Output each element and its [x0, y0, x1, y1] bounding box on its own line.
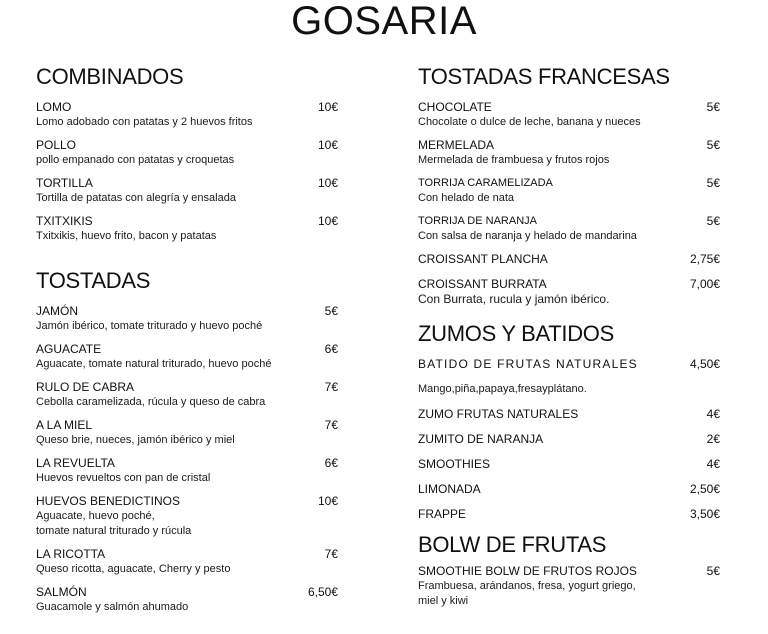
item-price: 10€ [317, 214, 338, 228]
item-price: 5€ [324, 304, 338, 318]
item-desc: pollo empanado con patatas y croquetas [36, 154, 235, 166]
item-price: 5€ [706, 100, 720, 114]
item-name: LIMONADA [418, 482, 481, 496]
item-name: SALMÓN [36, 585, 87, 599]
menu-item [418, 482, 720, 497]
item-price: 2€ [706, 432, 720, 446]
item-desc: Queso ricotta, aguacate, Cherry y pesto [36, 563, 231, 575]
item-name: BATIDO DE FRUTAS NATURALES [418, 357, 638, 371]
item-desc-line2: tomate natural triturado y rúcula [36, 525, 192, 537]
item-desc: Chocolate o dulce de leche, banana y nueces [418, 116, 641, 128]
menu-item [418, 457, 720, 472]
item-desc: Mermelada de frambuesa y frutos rojos [418, 154, 610, 166]
menu-item [36, 380, 338, 410]
right-column [418, 64, 720, 617]
item-desc: Queso brie, nueces, jamón ibérico y miel [36, 434, 235, 446]
item-price: 7,00€ [689, 277, 720, 291]
item-price: 3,50€ [689, 507, 720, 521]
item-name: MERMELADA [418, 138, 495, 152]
section-title-tostadas: TOSTADAS [36, 268, 151, 293]
item-price: 5€ [706, 214, 720, 228]
menu-item [36, 100, 338, 130]
item-desc: Jamón ibérico, tomate triturado y huevo poché [36, 320, 263, 332]
section-title-zumos-y-batidos: ZUMOS Y BATIDOS [418, 321, 614, 346]
item-name: JAMÓN [36, 304, 78, 318]
item-price: 6,50€ [307, 585, 338, 599]
item-price: 6€ [324, 456, 338, 470]
item-price: 4,50€ [689, 357, 720, 371]
item-name: SMOOTHIES [418, 457, 491, 471]
item-price: 5€ [706, 564, 720, 578]
item-desc: Guacamole y salmón ahumado [36, 601, 189, 613]
menu-item [36, 494, 338, 539]
menu-item [36, 342, 338, 372]
item-price: 7€ [324, 547, 338, 561]
item-desc: Con helado de nata [418, 192, 515, 204]
section-title-tostadas-francesas: TOSTADAS FRANCESAS [418, 64, 670, 89]
section-title-bolw-de-frutas: BOLW DE FRUTAS [418, 532, 607, 557]
item-desc: Tortilla de patatas con alegría y ensalada [36, 192, 236, 204]
menu-item [418, 407, 720, 422]
menu-item [418, 138, 720, 168]
item-desc: Con Burrata, rucula y jamón ibérico. [418, 292, 610, 306]
item-name: CHOCOLATE [418, 100, 492, 114]
item-desc-line2: miel y kiwi [418, 595, 469, 607]
menu-item [418, 277, 720, 307]
item-desc: Cebolla caramelizada, rúcula y queso de cabra [36, 396, 266, 408]
item-desc: Huevos revueltos con pan de cristal [36, 472, 211, 484]
menu-item [36, 176, 338, 206]
item-name: FRAPPE [418, 507, 467, 521]
item-price: 2,50€ [689, 482, 720, 496]
menu-item [36, 304, 338, 334]
menu-item [418, 357, 720, 397]
menu-item [418, 507, 720, 522]
item-name: LOMO [36, 100, 72, 114]
item-name: TORRIJA CARAMELIZADA [418, 177, 553, 189]
item-price: 7€ [324, 380, 338, 394]
item-name: RULO DE CABRA [36, 380, 135, 394]
item-price: 10€ [317, 138, 338, 152]
item-name: LA REVUELTA [36, 456, 115, 470]
menu-item [36, 138, 338, 168]
item-desc: Mango,piña,papaya,fresayplátano. [418, 383, 587, 395]
item-desc: Aguacate, huevo poché, [36, 510, 155, 522]
item-desc: Frambuesa, arándanos, fresa, yogurt griego, [418, 580, 636, 592]
item-desc: Con salsa de naranja y helado de mandarina [418, 230, 637, 242]
menu-item [418, 100, 720, 130]
menu-item [36, 585, 338, 615]
item-name: POLLO [36, 138, 77, 152]
left-column [36, 64, 338, 623]
item-price: 5€ [706, 138, 720, 152]
item-name: ZUMO FRUTAS NATURALES [418, 407, 579, 421]
item-price: 2,75€ [689, 252, 720, 266]
item-price: 4€ [706, 407, 720, 421]
item-name: ZUMITO DE NARANJA [418, 432, 544, 446]
item-desc: Txitxikis, huevo frito, bacon y patatas [36, 230, 217, 242]
item-name: TORRIJA DE NARANJA [418, 215, 537, 227]
menu-item [36, 418, 338, 448]
item-price: 10€ [317, 494, 338, 508]
item-name: TORTILLA [36, 176, 93, 190]
item-name: AGUACATE [36, 342, 102, 356]
item-name: A LA MIEL [36, 418, 93, 432]
item-price: 10€ [317, 176, 338, 190]
menu-item [36, 547, 338, 577]
item-price: 6€ [324, 342, 338, 356]
item-price: 7€ [324, 418, 338, 432]
item-price: 4€ [706, 457, 720, 471]
item-name: LA RICOTTA [36, 547, 106, 561]
menu-item [36, 456, 338, 486]
item-name: SMOOTHIE BOLW DE FRUTOS ROJOS [418, 564, 637, 578]
item-desc: Lomo adobado con patatas y 2 huevos fritos [36, 116, 253, 128]
menu-item [418, 214, 720, 244]
item-name: CROISSANT PLANCHA [418, 252, 548, 266]
item-name: HUEVOS BENEDICTINOS [36, 494, 181, 508]
item-price: 5€ [706, 176, 720, 190]
menu-item [418, 252, 720, 267]
section-title-combinados: COMBINADOS [36, 64, 184, 89]
menu-item [418, 564, 720, 609]
menu-title: GOSARIA [291, 0, 477, 43]
menu-item [36, 214, 338, 244]
menu-item [418, 432, 720, 447]
item-name: CROISSANT BURRATA [418, 277, 547, 291]
item-name: TXITXIKIS [36, 214, 93, 228]
menu-item [418, 176, 720, 206]
item-price: 10€ [317, 100, 338, 114]
item-desc: Aguacate, tomate natural triturado, huevo poché [36, 358, 272, 370]
